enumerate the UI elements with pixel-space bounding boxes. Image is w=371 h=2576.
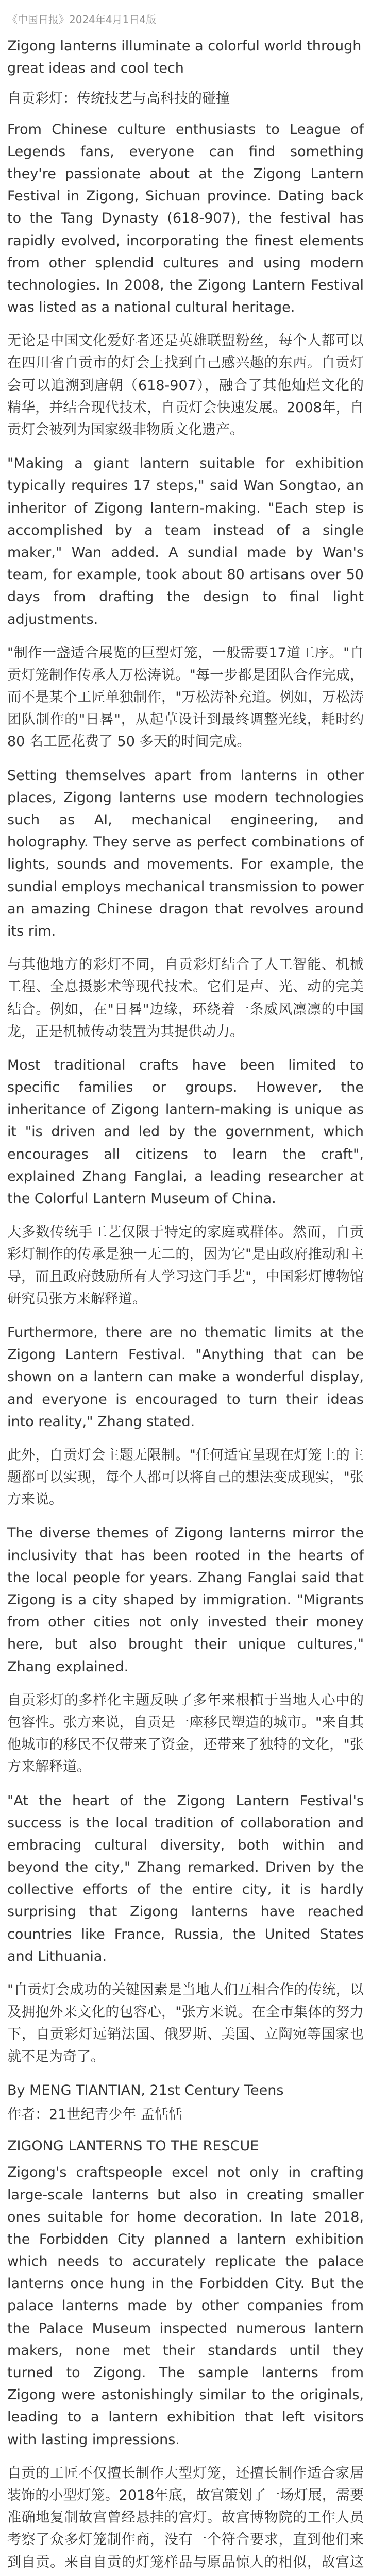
paragraph-zh: 自贡彩灯的多样化主题反映了多年来根植于当地人心中的包容性。张方来说，自贡是一座移民塑造的城市。"来自其他城市的移民不仅带来了资金，还带来了独特的文化，"张方来解释道。 <box>7 1692 364 1775</box>
paragraph-en: "Making a giant lantern suitable for exhibition typically requires 17 steps," said Wan Songtao, an inheritor of Zigong lantern-making. "Each step is accomplished by a team instead of a single maker," Wan added. A sundial made by Wan's team, for example, took about 80 artisans over 50 days from drafting the design to final light adjustments. <box>7 455 364 628</box>
article-body-part1 <box>7 118 364 2068</box>
paragraph-en: The diverse themes of Zigong lanterns mirror the inclusivity that has been rooted in the hearts of the local people for years. Zhang Fanglai said that Zigong is a city shaped by immigration. "Migrants from other cities not only invested their money here, but also brought their unique cultures," Zhang explained. <box>7 1525 364 1675</box>
article-source: 《中国日报》2024年4月1日4版 <box>7 13 157 26</box>
paragraph-en: Setting themselves apart from lanterns in other places, Zigong lanterns use modern technologies such as AI, mechanical engineering, and holography. They serve as perfect combinations of lights, sounds and movements. For example, the sundial employs mechanical transmission to power an amazing Chinese dragon that revolves around its rim. <box>7 767 364 939</box>
paragraph-zh: "制作一盏适合展览的巨型灯笼，一般需要17道工序。"自贡灯笼制作传承人万松涛说。"每一步都是团队合作完成，而不是某个工匠单独制作，"万松涛补充道。例如，万松涛团队制作的"日晷"，从起草设计到最终调整光线，耗时约 80 名工匠花费了 50 多天的时间完成。 <box>7 645 364 750</box>
paragraph-en: "At the heart of the Zigong Lantern Festival's success is the local tradition of collaboration and embracing cultural diversity, both within and beyond the city," Zhang remarked. Driven by the collective efforts of the entire city, it is hardly surprising that Zigong lanterns have reached countries like France, Russia, the United States and Lithuania. <box>7 1792 364 1964</box>
paragraph-zh: 此外，自贡灯会主题无限制。"任何适宜呈现在灯笼上的主题都可以实现，每个人都可以将自己的想法变成现实，"张方来说。 <box>7 1447 364 1508</box>
paragraph-zh: 大多数传统手工艺仅限于特定的家庭或群体。然而，自贡彩灯制作的传承是独一无二的，因为它"是由政府推动和主导，而且政府鼓励所有人学习这门手艺"，中国彩灯博物馆研究员张方来解释道。 <box>7 1224 364 1307</box>
paragraph-en: Furthermore, there are no thematic limits at the Zigong Lantern Festival. "Anything that can be shown on a lantern can make a wonderful display, and everyone is encouraged to turn their ideas into reality," Zhang stated. <box>7 1324 364 1430</box>
paragraph-en: Most traditional crafts have been limited to specific families or groups. However, the inheritance of Zigong lantern-making is unique as it "is driven and led by the government, which encourages all citizens to learn the craft", explained Zhang Fanglai, a leading researcher at the Colorful Lantern Museum of China. <box>7 1057 364 1207</box>
paragraph-zh: "自贡灯会成功的关键因素是当地人们互相合作的传统，以及拥抱外来文化的包容心，"张方来说。在全市集体的努力下，自贡彩灯远销法国、俄罗斯、美国、立陶宛等国家也就不足为奇了。 <box>7 1982 364 2065</box>
section-title: ZIGONG LANTERNS TO THE RESCUE <box>7 2138 259 2155</box>
paragraph-zh: 无论是中国文化爱好者还是英雄联盟粉丝，每个人都可以在四川省自贡市的灯会上找到自己感兴趣的东西。自贡灯会可以追溯到唐朝（618-907），融合了其他灿烂文化的精华，并结合现代技术，自贡灯会快速发展。2008年，自贡灯会被列为国家级非物质文化遗产。 <box>7 333 364 438</box>
paragraph-zh: 与其他地方的彩灯不同，自贡彩灯结合了人工智能、机械工程、全息摄影术等现代技术。它们是声、光、动的完美结合。例如，在"日晷"边缘，环绕着一条威风凛凛的中国龙，正是机械传动装置为其提供动力。 <box>7 957 364 1040</box>
article-title-zh: 自贡彩灯：传统技艺与高科技的碰撞 <box>7 91 230 107</box>
byline-en: By MENG TIANTIAN, 21st Century Teens <box>7 2082 284 2098</box>
byline-zh: 作者：21世纪青少年 孟恬恬 <box>7 2106 182 2123</box>
article-body-part2 <box>7 2161 364 2576</box>
paragraph-zh: 自贡的工匠不仅擅长制作大型灯笼，还擅长制作适合家居装饰的小型灯笼。2018年底，故宫策划了一场灯展，需要准确地复制故宫曾经悬挂的宫灯。故宫博物院的工作人员考察了众多灯笼制作商，没有一个符合要求，直到他们来到自贡。来自自贡的灯笼样品与原品惊人的相似，故宫这 <box>7 2465 364 2570</box>
paragraph-en: Zigong's craftspeople excel not only in crafting large-scale lanterns but also in creating smaller ones suitable for home decoration. In late 2018, the Forbidden City planned a lantern exhibition which needs to accurately replicate the palace lanterns once hung in the Forbidden City. But the palace lanterns made by other companies from the Palace Museum inspected numerous lantern makers, none met their standards until they turned to Zigong. The sample lanterns from Zigong were astonishingly similar to the originals, leading to a lantern exhibition that left visitors with lasting impressions. <box>7 2164 364 2448</box>
paragraph-en: From Chinese culture enthusiasts to League of Legends fans, everyone can find something they're passionate about at the Zigong Lantern Festival in Zigong, Sichuan province. Dating back to the Tang Dynasty (618-907), the festival has rapidly evolved, incorporating the finest elements from other splendid cultures and using modern technologies. In 2008, the Zigong Lantern Festival was listed as a national cultural heritage. <box>7 121 364 316</box>
article-title-en: Zigong lanterns illuminate a colorful world through great ideas and cool tech <box>7 38 362 77</box>
